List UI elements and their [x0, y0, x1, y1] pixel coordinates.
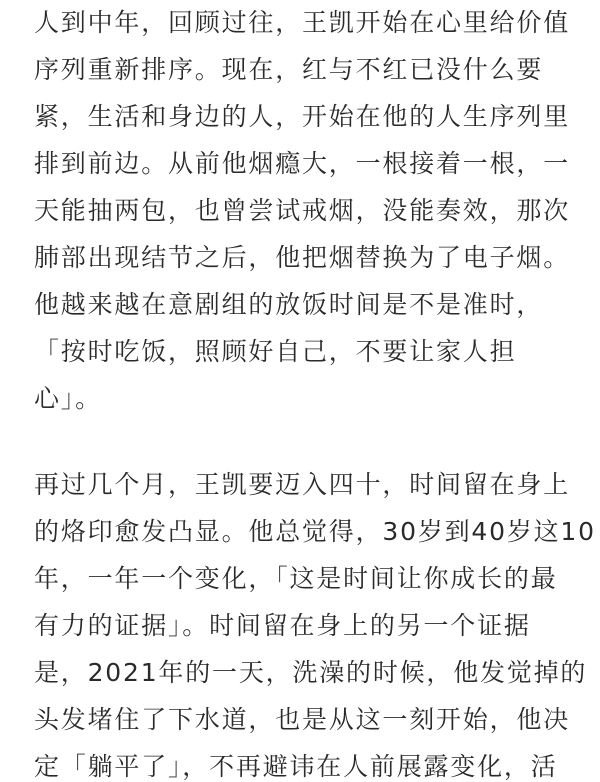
paragraph-1-line-1: 人到中年，回顾过往，王凯开始在心里给价值 [34, 8, 571, 37]
paragraph-2-line-3: 年，一年一个变化，「这是时间让你成长的最 [34, 564, 558, 593]
paragraph-2-line-4: 有力的证据」。时间留在身上的另一个证据 [34, 611, 531, 640]
paragraph-2-line-7: 定「躺平了」，不再避讳在人前展露变化，活 [34, 752, 558, 781]
paragraph-1-line-9: 心」。 [34, 384, 102, 413]
paragraph-1-line-3: 紧，生活和身边的人，开始在他的人生序列里 [34, 102, 571, 131]
paragraph-2-line-5: 是，2021年的一天，洗澡的时候，他发觉掉的 [34, 658, 588, 687]
paragraph-1-line-6: 肺部出现结节之后，他把烟替换为了电子烟。 [34, 243, 571, 272]
paragraph-1-line-7: 他越来越在意剧组的放饭时间是不是准时， [34, 290, 544, 319]
paragraph-1-line-2: 序列重新排序。现在，红与不红已没什么要 [34, 55, 544, 84]
paragraph-1-line-4: 排到前边。从前他烟瘾大，一根接着一根，一 [34, 149, 571, 178]
paragraph-2-line-2: 的烙印愈发凸显。他总觉得，30岁到40岁这10 [34, 517, 596, 546]
paragraph-1-line-5: 天能抽两包，也曾尝试戒烟，没能奏效，那次 [34, 196, 571, 225]
paragraph-1-line-8: 「按时吃饭，照顾好自己，不要让家人担 [34, 337, 517, 366]
paragraph-2-line-6: 头发堵住了下水道，也是从这一刻开始，他决 [34, 705, 571, 734]
paragraph-2-line-1: 再过几个月，王凯要迈入四十，时间留在身上 [34, 470, 571, 499]
